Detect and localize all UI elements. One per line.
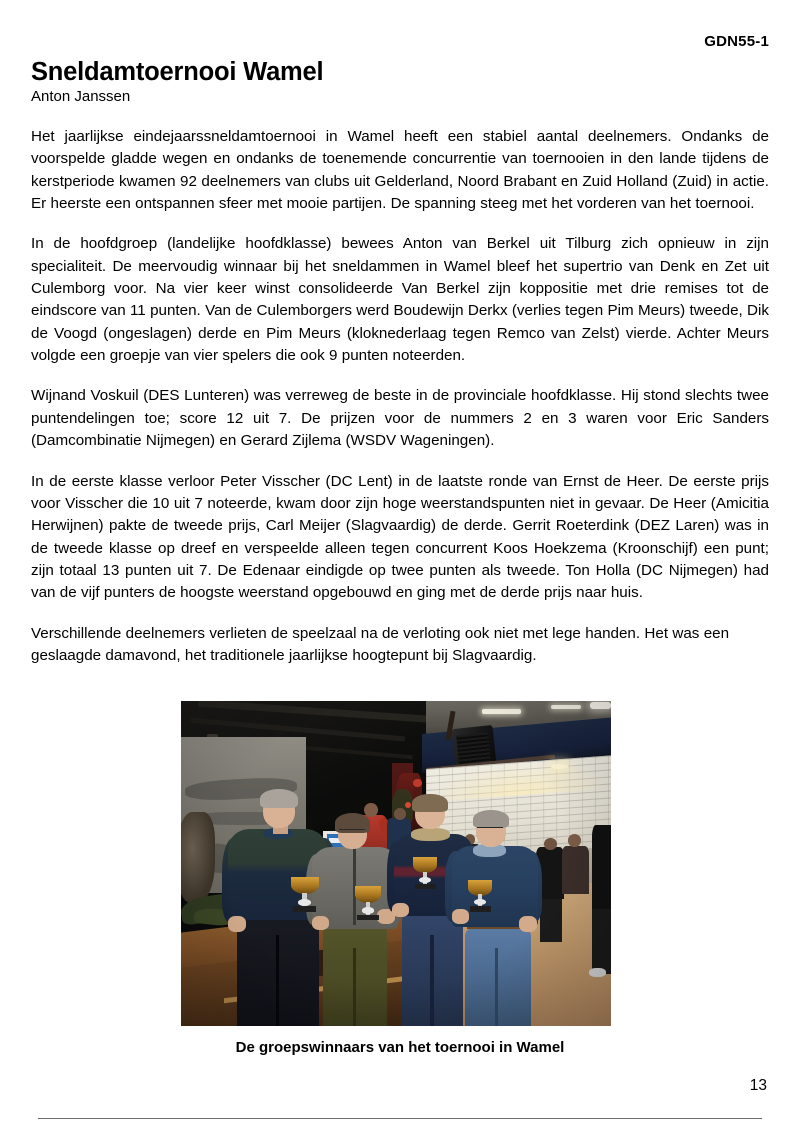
decor-plant (181, 812, 215, 903)
paragraph-2: In de hoofdgroep (landelijke hoofdklasse) bewees Anton van Berkel uit Tilburg zich opnieuw in zijn specialiteit. De meervoudig winnaar bij het sneldammen in Wamel bleef het supertrio van Denk en Zet uit Culemborg voor. Na vier keer winst consolideerde Van Berkel zijn koppositie met drie remises tot de eindscore van 11 punten. Van de Culemborgers werd Boudewijn Derkx (verlies tegen Pim Meurs) tweede, Dik de Voogd (ongeslagen) derde en Pim Meurs (kloknederlaag tegen Remco van Zelst) vierde. Achter Meurs volgde een groepje van vier spelers die ook 9 punten noteerden. (31, 235, 769, 365)
winner-3-hair (412, 794, 447, 812)
paragraph-3: Wijnand Voskuil (DES Lunteren) was verreweg de beste in de provinciale hoofdklasse. Hij stond slechts twee puntendelingen toe; score 12 uit 7. De prijzen voor de nummers 2 en 3 waren voor Eric Sanders (Damcombinatie Nijmegen) en Gerard Zijlema (WSDV Wageningen). (31, 387, 769, 450)
ceiling-light (482, 709, 521, 714)
trophy-1-cup (291, 877, 319, 895)
issue-code: GDN55-1 (704, 33, 769, 50)
page-title: Sneldamtoernooi Wamel (31, 58, 324, 86)
ceiling-light (551, 705, 581, 710)
trophy-2-base (357, 915, 379, 921)
winner-3-collar (411, 828, 450, 841)
winner-4-hand-right (519, 916, 537, 932)
footer-divider (38, 1118, 762, 1119)
page-number: 13 (749, 1077, 767, 1094)
trophy-3-knob (419, 877, 431, 883)
background-person-head (544, 838, 557, 850)
winner-4-leg-gap (495, 948, 498, 1026)
winner-3-hand-left (392, 903, 409, 918)
background-person-legs (592, 903, 611, 975)
winner-1-hair (260, 789, 299, 809)
trophy-1-knob (298, 899, 311, 906)
winner-2-glasses (339, 829, 365, 835)
wall-lamp (551, 764, 568, 769)
winner-4-hair (473, 810, 509, 828)
winner-4-hand-left (452, 909, 469, 924)
background-person-body (562, 846, 590, 895)
background-person-legs (540, 896, 562, 942)
trophy-2-knob (362, 907, 375, 914)
winner-2-hand-left (312, 916, 329, 931)
background-person-body (592, 825, 611, 910)
background-person-head (568, 834, 581, 846)
article-content (31, 58, 769, 667)
trophy-3-base (415, 884, 436, 889)
photo-figure (181, 701, 611, 1026)
article-author: Anton Janssen (31, 88, 131, 106)
background-person-blue-head (394, 808, 406, 820)
paragraph-1: Het jaarlijkse eindejaarssneldamtoernooi in Wamel heeft een stabiel aantal deelnemers. Ondanks de voorspelde gladde wegen en ondanks de toenemende concurrentie van toernooien in den lande tijdens de kerstperiode kwamen 92 deelnemers van clubs uit Gelderland, Noord Brabant en Zuid Holland (Zuid) in actie. Er heerste een ontspannen sfeer met mooie partijen. De spanning steeg met het vorderen van het toernooi. (31, 128, 769, 213)
winner-1-hand-left (228, 916, 246, 932)
background-person-shoe (589, 968, 606, 978)
trophy-4-base (470, 906, 491, 911)
trophy-1-base (293, 906, 317, 912)
paragraph-4: In de eerste klasse verloor Peter Visscher (DC Lent) in de laatste ronde van Ernst de Heer. De eerste prijs voor Visscher die 10 uit 7 noteerde, kwam door zijn hoge weerstandspunten niet in gevaar. De Heer (Amicitia Herwijnen) pakte de tweede prijs, Carl Meijer (Slagvaardig) de derde. Gerrit Roeterdink (DEZ Laren) was in de tweede klasse op dreef en verspeelde alleen tegen concurrent Koos Hoekzema (Kroonschijf) een punt; zijn totaal 13 punten uit 7. De Edenaar eindigde op twee punten als tweede. Ton Holla (DC Nijmegen) had van de vijf punters de hoogste weerstand opgebouwd en ging met de derde prijs naar huis. (31, 472, 769, 602)
background-person-red-head (364, 803, 378, 817)
photo-caption: De groepswinnaars van het toernooi in Wamel (235, 1039, 565, 1056)
winner-1-leg-gap (276, 935, 279, 1026)
winner-2-leg-gap (353, 948, 356, 1026)
ceiling-light (590, 702, 612, 709)
paragraph-5: Verschillende deelnemers verlieten de speelzaal na de verloting ook niet met lege handen. Het was een geslaagde damavond, het traditionele jaarlijkse hoogtepunt bij Slagvaardig. (31, 624, 730, 664)
winner-3-leg-gap (430, 935, 433, 1026)
trophy-2-cup (355, 886, 381, 903)
tournament-photo (181, 701, 611, 1026)
winner-4-glasses (477, 827, 504, 833)
